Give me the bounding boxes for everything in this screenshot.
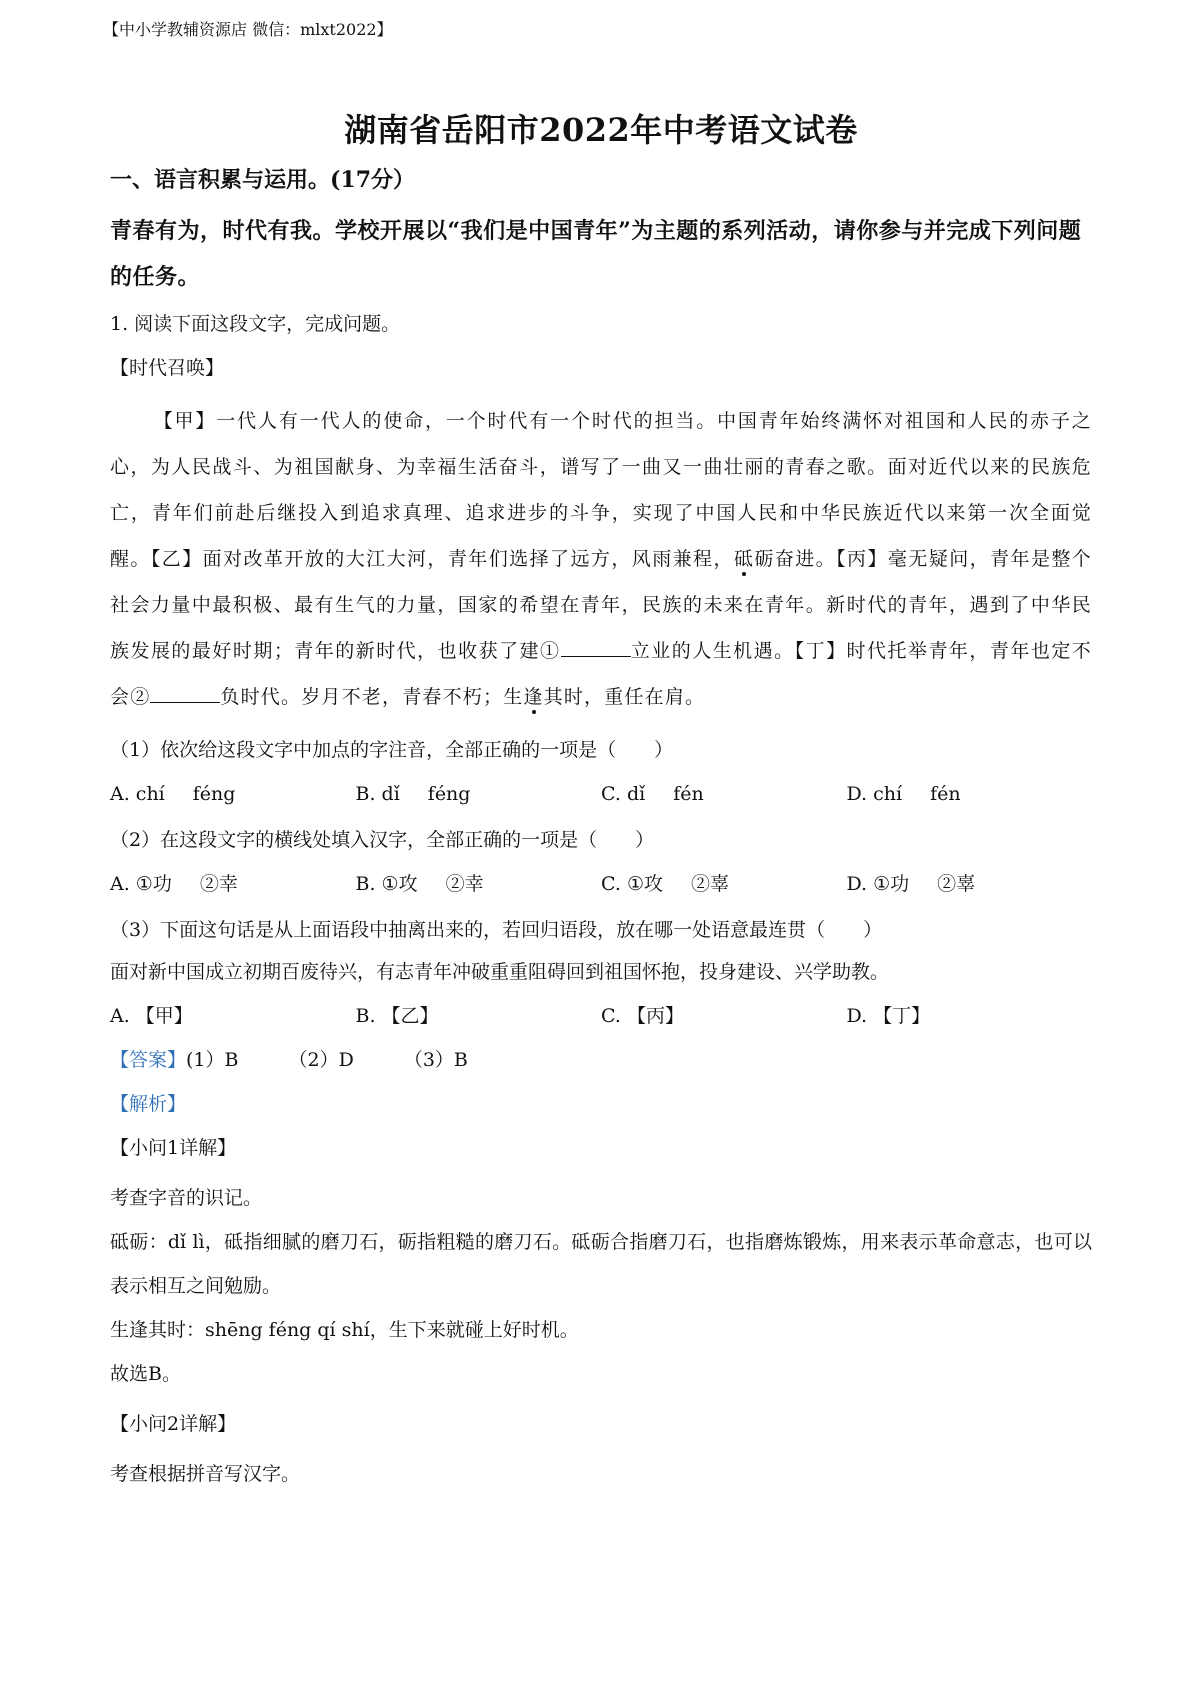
sub1-detail-line: 故选B。 [110,1363,181,1385]
dotted-char-feng: 逢 [523,686,544,708]
option-a: A. 【甲】 [110,1005,193,1027]
option-label: B. ①攻 [355,873,418,895]
answer-part-1: (1）B [186,1049,239,1071]
blank-1 [561,655,631,657]
sub-question-1: （1）依次给这段文字中加点的字注音，全部正确的一项是（ ） [110,739,674,761]
option-label: A. chí [110,783,165,805]
sub1-detail-line: 考查字音的识记。 [110,1187,263,1209]
option-label: C. ①攻 [601,873,663,895]
option-a [110,868,356,900]
option-c [601,868,847,900]
option-a [110,778,356,810]
passage-tag: 【时代召唤】 [110,357,225,379]
sub1-detail-line: 生逢其时：shēng féng qí shí，生下来就碰上好时机。 [110,1319,579,1341]
passage-part-1: 【甲】一代人有一代人的使命，一个时代有一个时代的担当。中国青年始终满怀对祖国和人民的赤子之心，为人民战斗、为祖国献身、为幸福生活奋斗，谱写了一曲又一曲壮丽的青春之歌。面对近代以来的民族危亡，青年们前赴后继投入到追求真理、追求进步的斗争，实现了中国人民和中华民族近代以来第一次全面觉醒。【乙】面对改革开放的大江大河，青年们选择了远方，风雨兼程， [110,410,1092,570]
option-d [847,868,1093,900]
answer-label: 【答案】 [110,1049,187,1071]
option-b: B. 【乙】 [355,1005,439,1027]
option-tail: féng [192,783,236,805]
option-d: D. 【丁】 [846,1005,931,1027]
answer-line [110,1044,1092,1076]
char-li: 砺 [754,548,775,570]
watermark-text: 【中小学教辅资源店 微信：mlxt2022】 [103,20,393,39]
reading-passage [110,398,1092,720]
passage-part-5: 其时，重任在肩。 [543,686,706,708]
question-1-prompt: 1. 阅读下面这段文字，完成问题。 [110,313,401,335]
sub-question-2: （2）在这段文字的横线处填入汉字，全部正确的一项是（ ） [110,829,655,851]
dotted-char-di: 砥 [733,548,755,570]
option-tail: ②辜 [690,873,729,895]
sub1-detail-line: 砥砺：dǐ lì，砥指细腻的磨刀石，砺指粗糙的磨刀石。砥砺合指磨刀石，也指磨炼锻炼，用来表示革命意志，也可以表示相互之间勉励。 [110,1231,1092,1297]
sub2-detail-heading: 【小问2详解】 [110,1413,237,1435]
option-label: A. ①功 [110,873,172,895]
answer-part-3: （3）B [403,1049,468,1071]
sub-question-3-options [110,1000,1092,1032]
option-b [356,868,602,900]
option-tail: fén [930,783,961,805]
option-tail: féng [427,783,471,805]
option-tail: ②辜 [937,873,976,895]
option-b [356,778,602,810]
passage-part-4: 负时代。岁月不老，青春不朽；生 [220,686,524,708]
option-label: C. dǐ [601,783,646,805]
option-label: B. dǐ [355,783,400,805]
option-tail: ②幸 [199,873,238,895]
sub2-detail-line: 考查根据拼音写汉字。 [110,1463,301,1485]
option-c [601,778,847,810]
answer-part-2: （2）D [288,1049,354,1071]
passage-part-3: 立业的人生机遇。【丁】时代托举青年，青年也定不会② [110,640,1092,708]
sub-question-3: （3）下面这句话是从上面语段中抽离出来的，若回归语段，放在哪一处语意最连贯（ ） [110,919,883,941]
sub-question-2-options [110,868,1092,900]
passage-part-2: 奋进。【丙】毫无疑问，青年是整个社会力量中最积极、最有生气的力量，国家的希望在青年，民族的未来在青年。新时代的青年，遇到了中华民族发展的最好时期；青年的新时代，也收获了建① [110,548,1093,662]
option-d [847,778,1093,810]
option-tail: fén [673,783,704,805]
option-label: D. ①功 [846,873,910,895]
analysis-label: 【解析】 [110,1093,187,1115]
extracted-sentence: 面对新中国成立初期百废待兴，有志青年冲破重重阻碍回到祖国怀抱，投身建设、兴学助教。 [110,961,890,983]
sub1-detail-heading: 【小问1详解】 [110,1137,237,1159]
option-label: D. chí [846,783,903,805]
exam-title: 湖南省岳阳市2022年中考语文试卷 [344,111,858,149]
sub-question-1-options [110,778,1092,810]
option-tail: ②幸 [445,873,484,895]
section-heading: 一、语言积累与运用。(17分） [110,167,416,193]
option-c: C. 【丙】 [601,1005,684,1027]
section-intro: 青春有为，时代有我。学校开展以“我们是中国青年”为主题的系列活动，请你参与并完成下列问题的任务。 [110,218,1082,290]
blank-2 [150,701,220,703]
